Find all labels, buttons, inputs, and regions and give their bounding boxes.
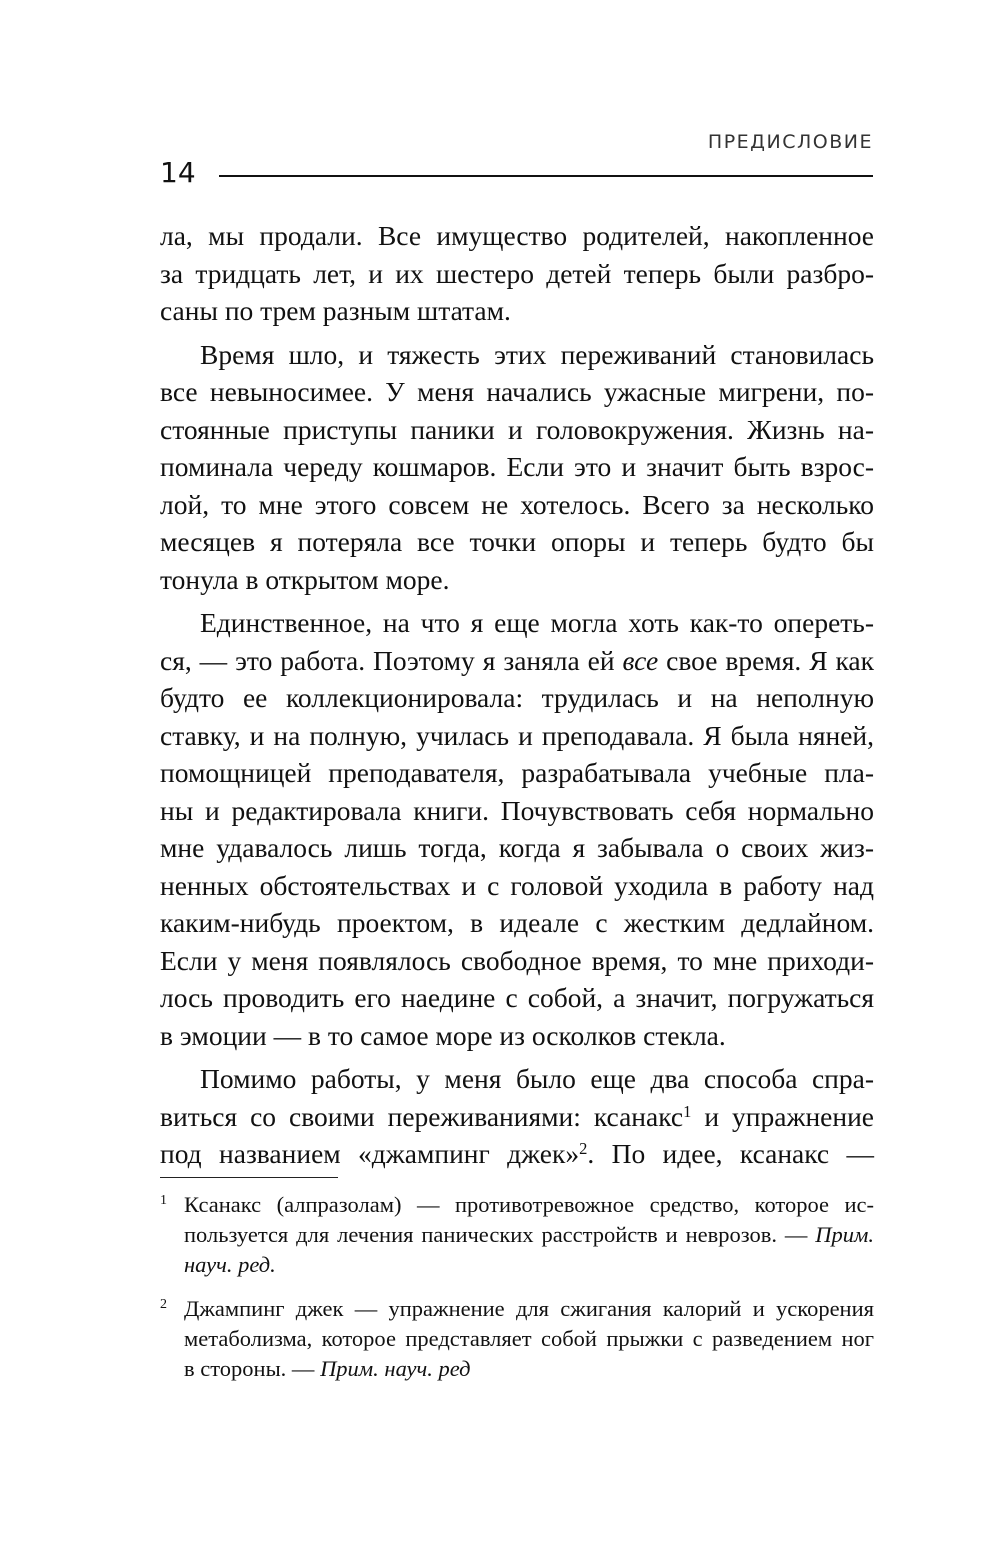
- footnote-line: Ксанакс (алпразолам) — противотревожное средство, которое ис-: [184, 1192, 874, 1217]
- emphasis: Прим.: [815, 1222, 874, 1247]
- footnote-line: Джампинг джек — упражнение для сжигания калорий и ускорения: [184, 1296, 874, 1321]
- emphasis: все: [622, 644, 659, 676]
- footnote-ref-1[interactable]: 1: [683, 1101, 692, 1121]
- text-line: ставку, и на полную, училась и преподавала. Я была няней,: [160, 719, 874, 751]
- body-text: [160, 217, 874, 1173]
- paragraph-4: [160, 1060, 874, 1173]
- paragraph-2: [160, 336, 874, 599]
- footnote-line: метаболизма, которое представляет собой прыжки с разведением ног: [184, 1326, 874, 1351]
- text-line: помощницей преподавателя, разрабатывала учебные пла-: [160, 757, 874, 788]
- text-segment: под названием «джампинг джек»: [160, 1138, 580, 1169]
- footnote-ref-2[interactable]: 2: [579, 1138, 588, 1158]
- text-line: Время шло, и тяжесть этих переживаний становилась: [200, 338, 874, 370]
- text-line: в эмоции — в то самое море из осколков стекла.: [160, 1019, 726, 1051]
- text-line: [160, 1098, 874, 1136]
- text-segment: . По идее, ксанакс —: [587, 1138, 874, 1169]
- footnote-line: [184, 1250, 874, 1280]
- text-line: [160, 1135, 874, 1173]
- text-segment: и упражнение: [691, 1100, 875, 1132]
- text-line: лой, то мне этого совсем не хотелось. Всего за несколько: [160, 488, 874, 520]
- text-line: [160, 642, 874, 680]
- text-line: все невыносимее. У меня начались ужасные мигрени, по-: [160, 376, 874, 407]
- text-line: саны по трем разным штатам.: [160, 295, 511, 326]
- text-line: ла, мы продали. Все имущество родителей, накопленное: [160, 220, 874, 251]
- text-line: мне удавалось лишь тогда, когда я забывала о своих жиз-: [160, 832, 874, 863]
- text-line: Помимо работы, у меня было еще два способа спра-: [200, 1063, 874, 1094]
- text-line: Единственное, на что я еще могла хоть как-то опереть-: [200, 607, 874, 638]
- footnote-line: [184, 1220, 874, 1250]
- text-line: месяцев я потеряла все точки опоры и теперь будто бы: [160, 526, 874, 557]
- text-line: стоянные приступы паники и головокружения. Жизнь на-: [160, 413, 874, 445]
- text-line: будто ее коллекционировала: трудилась и на неполную: [160, 682, 874, 713]
- text-segment: пользуется для лечения панических расстройств и неврозов. —: [184, 1222, 816, 1247]
- text-line: ны и редактировала книги. Почувствовать себя нормально: [160, 794, 874, 826]
- running-head: ПРЕДИСЛОВИЕ: [707, 131, 873, 153]
- emphasis: Прим. науч. ред: [320, 1356, 471, 1381]
- header-rule: [219, 175, 873, 177]
- footnote-rule: [160, 1177, 338, 1178]
- text-segment: в стороны. —: [184, 1356, 321, 1381]
- text-line: каким-нибудь проектом, в идеале с жестким дедлайном.: [160, 907, 874, 938]
- text-line: поминала череду кошмаров. Если это и значит быть взрос-: [160, 451, 874, 482]
- footnote-1: [160, 1190, 874, 1280]
- text-segment: виться со своими переживаниями: ксанакс: [160, 1100, 684, 1132]
- footnote-mark: 2: [160, 1297, 167, 1312]
- footnotes: [160, 1190, 874, 1398]
- text-line: ненных обстоятельствах и с головой уходила в работу над: [160, 869, 874, 901]
- text-line: Если у меня появлялось свободное время, то мне приходи-: [160, 944, 874, 976]
- emphasis: науч. ред.: [184, 1252, 276, 1277]
- footnote-mark: 1: [160, 1193, 167, 1208]
- footnote-2: [160, 1294, 874, 1384]
- text-segment: свое время. Я как: [658, 644, 874, 676]
- footnote-line: [184, 1354, 874, 1384]
- text-line: за тридцать лет, и их шестеро детей теперь были разбро-: [160, 257, 874, 289]
- paragraph-3: [160, 604, 874, 1054]
- page-number: 14: [160, 156, 196, 189]
- text-line: лось проводить его наедине с собой, а значит, погружаться: [160, 982, 874, 1013]
- text-line: тонула в открытом море.: [160, 563, 450, 595]
- text-segment: ся, — это работа. Поэтому я заняла ей: [160, 644, 623, 676]
- paragraph-1: [160, 217, 874, 330]
